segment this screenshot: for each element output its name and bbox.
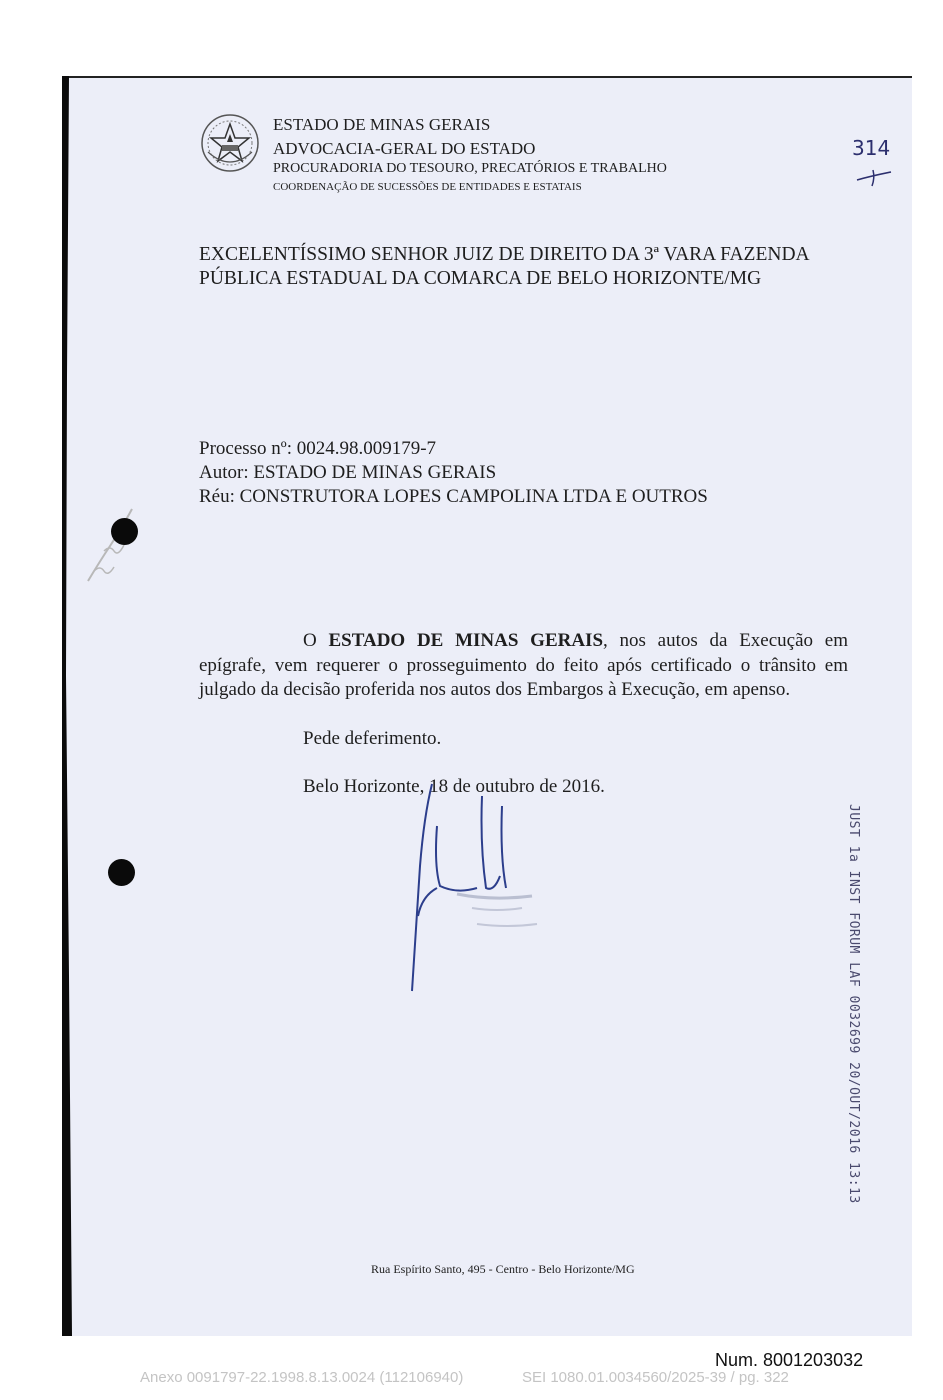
margin-handwritten-note: [80, 501, 140, 591]
addressee-line-2: PÚBLICA ESTADUAL DA COMARCA DE BELO HORIZONTE/MG: [199, 268, 762, 289]
handwritten-signature: [382, 776, 582, 1006]
paragraph-text: , nos autos da Execução em epígrafe, vem requerer o prosseguimento do feito após certificado o trânsito em julgado da decisão proferida nos autos dos Embargos à Execução, em apenso.: [199, 630, 848, 700]
footer-address: Rua Espírito Santo, 495 - Centro - Belo Horizonte/MG: [371, 1262, 635, 1276]
scan-left-edge: [62, 76, 72, 1336]
paragraph-lead: O: [303, 630, 329, 651]
process-author: Autor: ESTADO DE MINAS GERAIS: [199, 462, 497, 483]
protocol-stamp: JUST 1a INST FORUM LAF 0032699 20/OUT/2016 13:13: [846, 804, 861, 1204]
folio-number: 314: [852, 136, 891, 160]
paragraph-party: ESTADO DE MINAS GERAIS: [328, 630, 604, 651]
folio-rubric-mark: [855, 168, 895, 188]
closing-request: Pede deferimento.: [303, 728, 442, 749]
annex-reference: Anexo 0091797-22.1998.8.13.0024 (112106940): [140, 1369, 464, 1386]
scanned-page: [62, 76, 912, 1336]
request-paragraph: [199, 629, 848, 703]
process-defendant: Réu: CONSTRUTORA LOPES CAMPOLINA LTDA E OUTROS: [199, 486, 708, 507]
scan-top-edge: [62, 76, 912, 78]
process-number: Processo nº: 0024.98.009179-7: [199, 438, 437, 459]
document-number: Num. 8001203032: [715, 1350, 864, 1370]
header-coordination: COORDENAÇÃO DE SUCESSÕES DE ENTIDADES E ESTATAIS: [273, 181, 582, 193]
punch-hole: [111, 518, 138, 545]
header-state-name: ESTADO DE MINAS GERAIS: [273, 115, 491, 134]
punch-hole: [108, 859, 135, 886]
header-department: PROCURADORIA DO TESOURO, PRECATÓRIOS E TRABALHO: [273, 161, 667, 176]
coat-of-arms-seal-icon: [200, 112, 260, 174]
sei-reference: SEI 1080.01.0034560/2025-39 / pg. 322: [522, 1369, 789, 1386]
place-and-date: Belo Horizonte, 18 de outubro de 2016.: [303, 776, 605, 797]
addressee-line-1: EXCELENTÍSSIMO SENHOR JUIZ DE DIREITO DA 3ª VARA FAZENDA: [199, 244, 810, 265]
header-agency: ADVOCACIA-GERAL DO ESTADO: [273, 139, 536, 158]
